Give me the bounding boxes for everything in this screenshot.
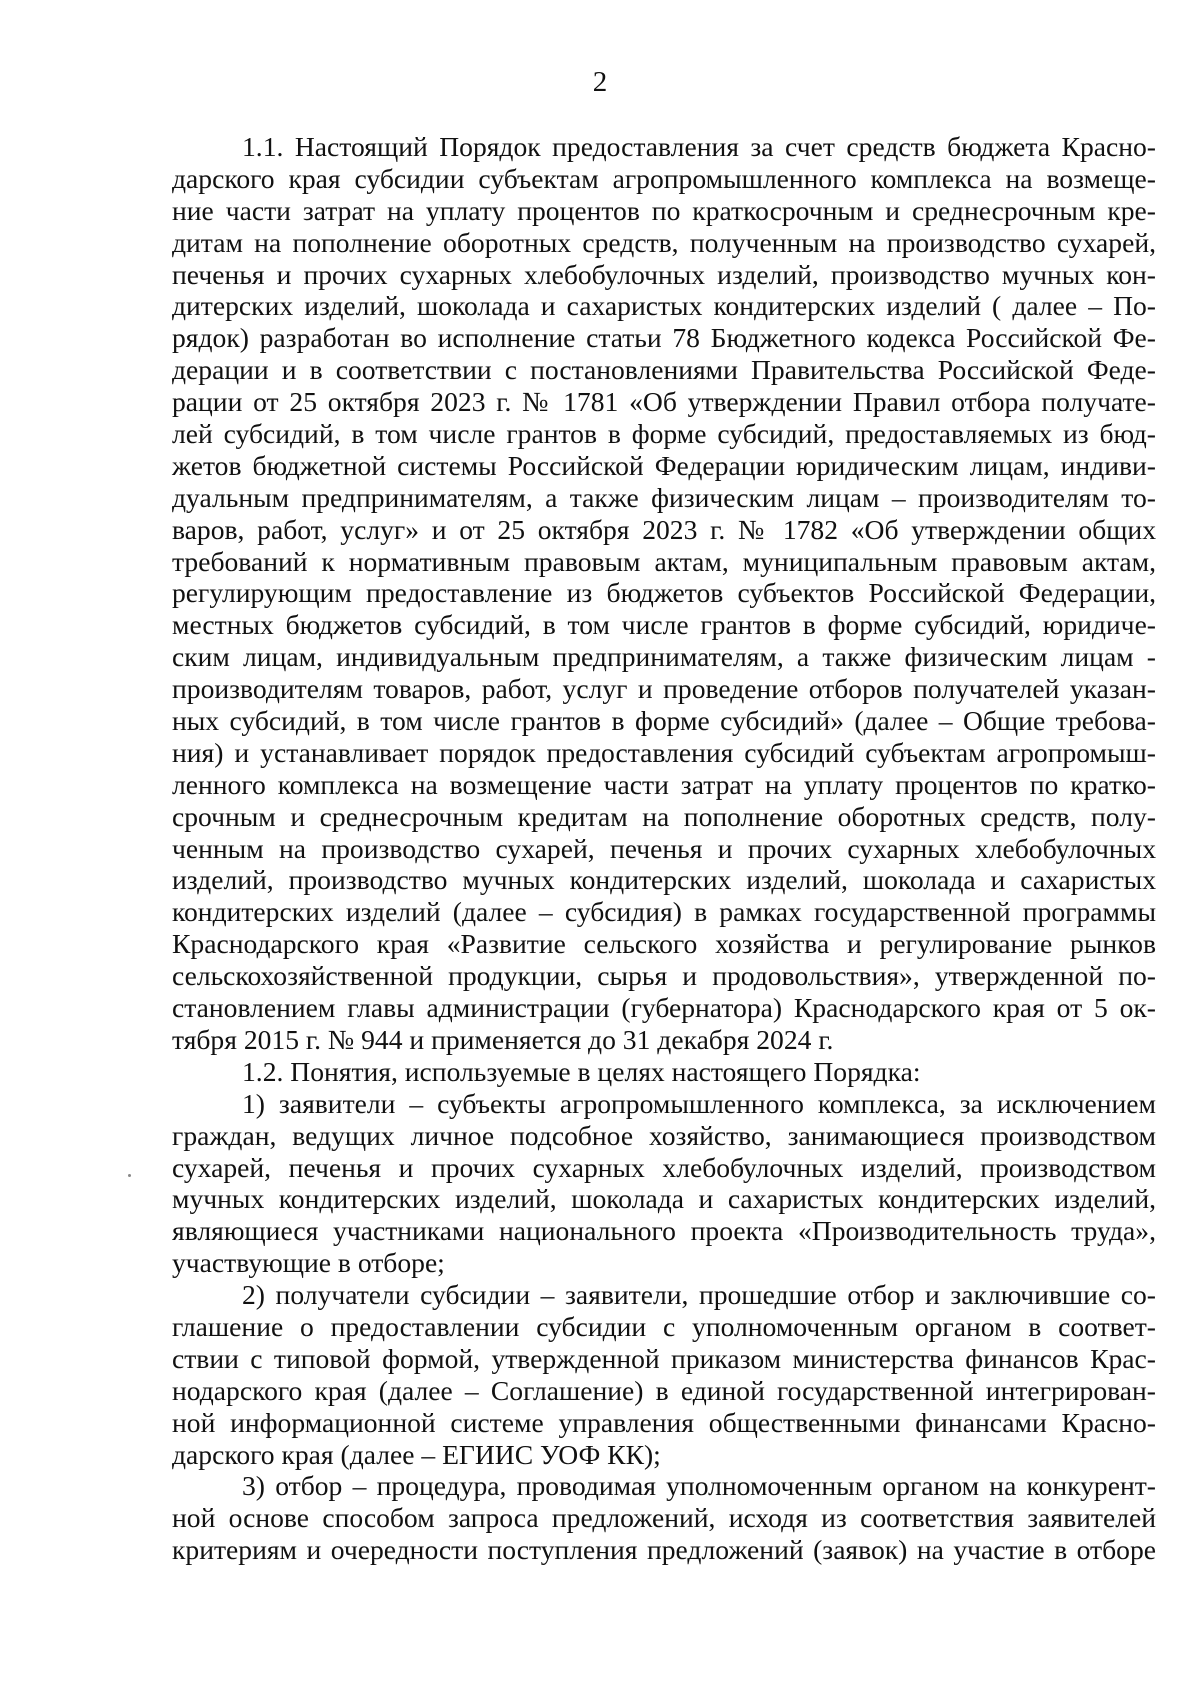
text-line: ных субсидий, в том числе грантов в форме субсидий» (далее – Общие требова- bbox=[172, 705, 1156, 737]
text-line: лей субсидий, в том числе грантов в форме субсидий, предоставляемых из бюд- bbox=[172, 418, 1156, 450]
text-line: 1.1. Настоящий Порядок предоставления за счет средств бюджета Красно- bbox=[242, 131, 1156, 162]
text-line: дарского края (далее – ЕГИИС УОФ КК); bbox=[172, 1438, 661, 1470]
text-line: ченным на производство сухарей, печенья и прочих сухарных хлебобулочных bbox=[172, 832, 1156, 864]
text-line: дарского края субсидии субъектам агропромышленного комплекса на возмеще- bbox=[172, 162, 1156, 194]
text-line: рации от 25 октября 2023 г. № 1781 «Об утверждении Правил отбора получате- bbox=[172, 386, 1156, 418]
text-line: дерации и в соответствии с постановлениями Правительства Российской Феде- bbox=[172, 354, 1156, 386]
text-line: ским лицам, индивидуальным предпринимателям, а также физическим лицам - bbox=[172, 641, 1156, 673]
text-line: дитерских изделий, шоколада и сахаристых кондитерских изделий ( далее – По- bbox=[172, 290, 1156, 322]
scan-speck bbox=[128, 1174, 131, 1177]
text-line: рядок) разработан во исполнение статьи 78 Бюджетного кодекса Российской Фе- bbox=[172, 322, 1156, 354]
text-line: регулирующим предоставление из бюджетов субъектов Российской Федерации, bbox=[172, 577, 1156, 609]
text-line: становлением главы администрации (губернатора) Краснодарского края от 5 ок- bbox=[172, 992, 1156, 1024]
text-line: участвующие в отборе; bbox=[172, 1247, 445, 1279]
text-line: являющиеся участниками национального проекта «Производительность труда», bbox=[172, 1215, 1156, 1247]
text-line: Краснодарского края «Развитие сельского хозяйства и регулирование рынков bbox=[172, 928, 1156, 960]
text-line: ние части затрат на уплату процентов по краткосрочным и среднесрочным кре- bbox=[172, 194, 1156, 226]
text-line: ния) и устанавливает порядок предоставления субсидий субъектам агропромыш- bbox=[172, 736, 1156, 768]
text-line: критериям и очередности поступления предложений (заявок) на участие в отборе bbox=[172, 1534, 1156, 1566]
text-line: ствии с типовой формой, утвержденной приказом министерства финансов Крас- bbox=[172, 1342, 1156, 1374]
text-line: местных бюджетов субсидий, в том числе грантов в форме субсидий, юридиче- bbox=[172, 609, 1156, 641]
text-line: сельскохозяйственной продукции, сырья и продовольствия», утвержденной по- bbox=[172, 960, 1156, 992]
page-number: 2 bbox=[592, 66, 608, 98]
text-line: нодарского края (далее – Соглашение) в единой государственной интегрирован- bbox=[172, 1374, 1156, 1406]
document-body bbox=[172, 131, 1156, 1566]
text-line: 1) заявители – субъекты агропромышленного комплекса, за исключением bbox=[242, 1087, 1156, 1119]
text-line: варов, работ, услуг» и от 25 октября 2023 г. № 1782 «Об утверждении общих bbox=[172, 513, 1156, 545]
text-line: 2) получатели субсидии – заявители, прошедшие отбор и заключившие со- bbox=[242, 1279, 1156, 1311]
text-line: 3) отбор – процедура, проводимая уполномоченным органом на конкурент- bbox=[242, 1470, 1156, 1502]
text-line: ной информационной системе управления общественными финансами Красно- bbox=[172, 1406, 1156, 1438]
text-line: дитам на пополнение оборотных средств, полученным на производство сухарей, bbox=[172, 226, 1156, 258]
text-line: ной основе способом запроса предложений, исходя из соответствия заявителей bbox=[172, 1502, 1156, 1534]
text-line: требований к нормативным правовым актам, муниципальным правовым актам, bbox=[172, 545, 1156, 577]
text-line: тября 2015 г. № 944 и применяется до 31 декабря 2024 г. bbox=[172, 1023, 834, 1055]
text-line: жетов бюджетной системы Российской Федерации юридическим лицам, индиви- bbox=[172, 449, 1156, 481]
text-line: граждан, ведущих личное подсобное хозяйство, занимающиеся производством bbox=[172, 1119, 1156, 1151]
text-line: ленного комплекса на возмещение части затрат на уплату процентов по кратко- bbox=[172, 768, 1156, 800]
text-line: кондитерских изделий (далее – субсидия) в рамках государственной программы bbox=[172, 896, 1156, 928]
text-line: срочным и среднесрочным кредитам на пополнение оборотных средств, полу- bbox=[172, 800, 1156, 832]
text-line: сухарей, печенья и прочих сухарных хлебобулочных изделий, производством bbox=[172, 1151, 1156, 1183]
text-line: производителям товаров, работ, услуг и проведение отборов получателей указан- bbox=[172, 673, 1156, 705]
text-line: дуальным предпринимателям, а также физическим лицам – производителям то- bbox=[172, 481, 1156, 513]
text-line: мучных кондитерских изделий, шоколада и сахаристых кондитерских изделий, bbox=[172, 1183, 1156, 1215]
text-line: 1.2. Понятия, используемые в целях настоящего Порядка: bbox=[242, 1055, 921, 1087]
text-line: изделий, производство мучных кондитерских изделий, шоколада и сахаристых bbox=[172, 864, 1156, 896]
text-line: глашение о предоставлении субсидии с уполномоченным органом в соответ- bbox=[172, 1310, 1156, 1342]
text-line: печенья и прочих сухарных хлебобулочных изделий, производство мучных кон- bbox=[172, 258, 1156, 290]
